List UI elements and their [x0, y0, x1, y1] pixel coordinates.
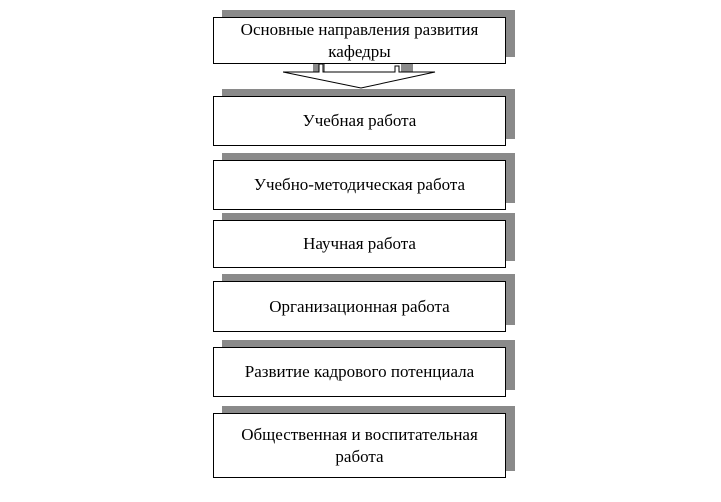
item-node-4 [213, 281, 506, 332]
item-node-6-label-line2: работа [335, 446, 384, 466]
item-node-2 [213, 160, 506, 210]
root-node-label-line1: Основные направления развития [240, 19, 479, 39]
item-node-3 [213, 220, 506, 268]
root-node-label-line2: кафедры [328, 41, 391, 61]
item-node-5-label: Развитие кадрового потенциала [244, 362, 475, 381]
root-node [213, 17, 506, 64]
item-node-5 [213, 347, 506, 397]
item-node-2-label: Учебно-методическая работа [253, 175, 466, 194]
item-node-1 [213, 96, 506, 146]
item-node-3-label: Научная работа [303, 234, 416, 253]
item-node-4-label: Организационная работа [269, 296, 450, 316]
item-node-1-label: Учебная работа [302, 111, 417, 130]
down-arrow-connector [283, 64, 443, 90]
item-node-6-label-line1: Общественная и воспитательная [241, 424, 478, 444]
item-node-6 [213, 413, 506, 478]
